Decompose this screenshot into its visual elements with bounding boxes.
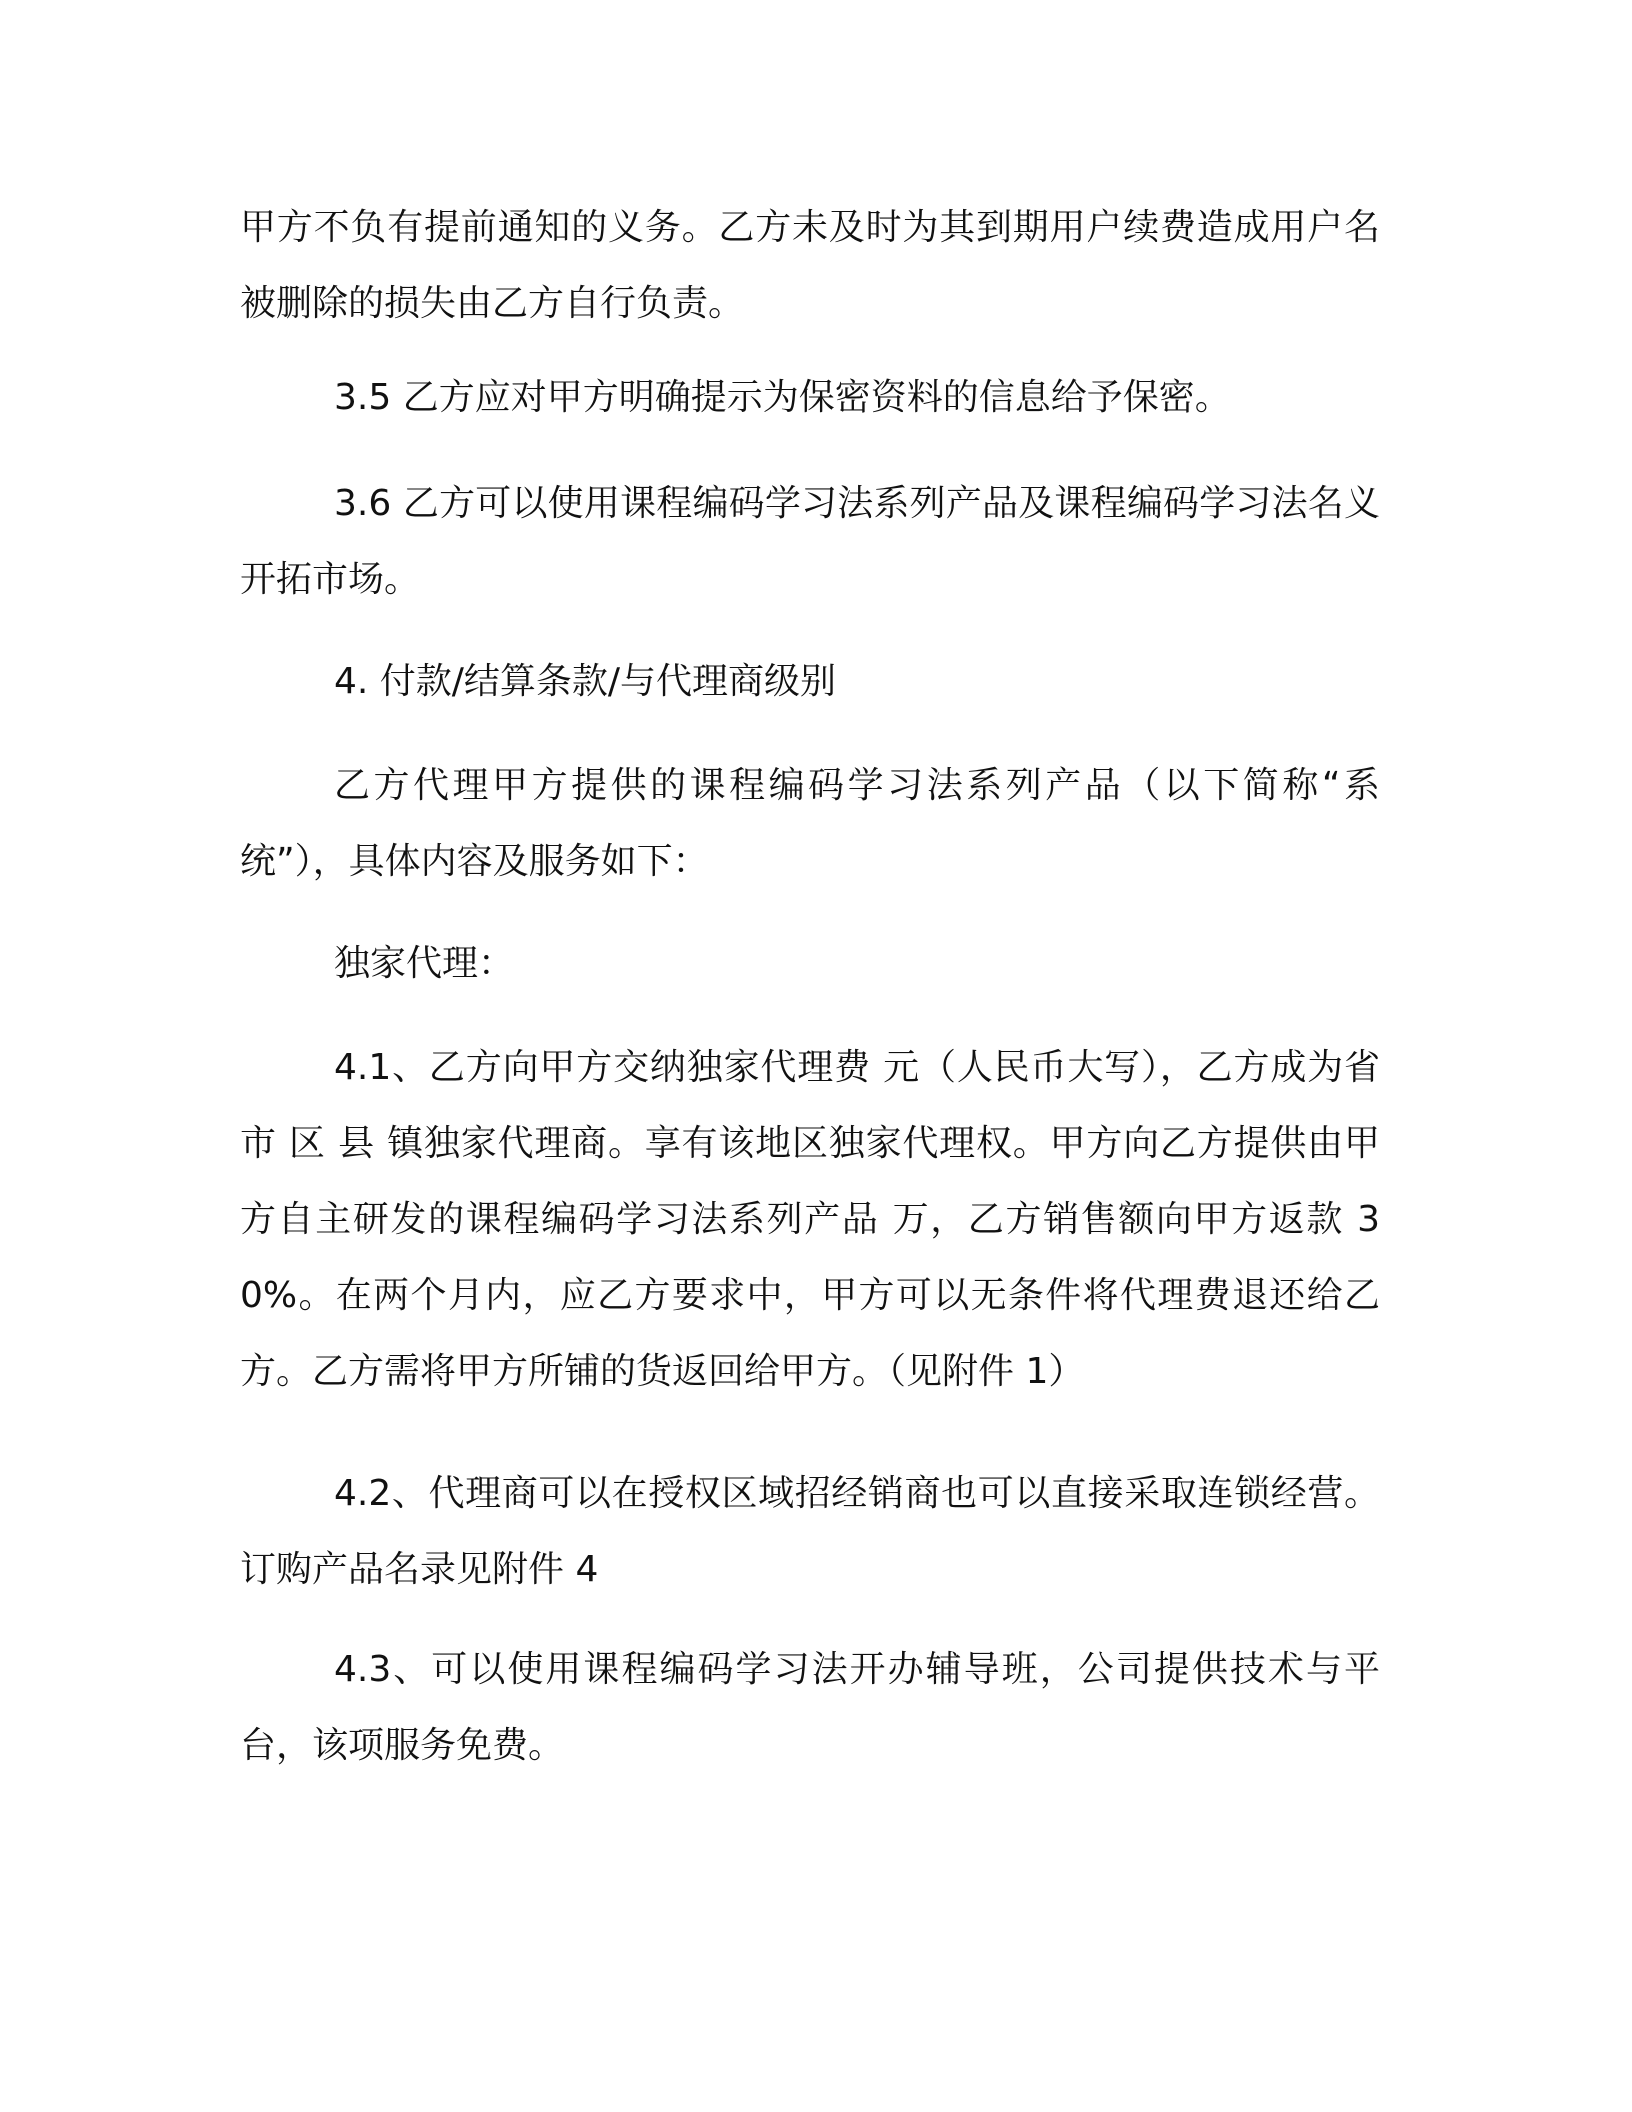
paragraph-4-2: 4.2、代理商可以在授权区域招经销商也可以直接采取连锁经营。订购产品名录见附件 4: [240, 1473, 1380, 1590]
paragraph-4-3: 4.3、可以使用课程编码学习法开办辅导班，公司提供技术与平台，该项服务免费。: [240, 1649, 1380, 1766]
paragraph-3-6: 3.6 乙方可以使用课程编码学习法系列产品及课程编码学习法名义开拓市场。: [240, 483, 1380, 600]
section-heading-4: 4. 付款/结算条款/与代理商级别: [334, 661, 837, 702]
paragraph-user-renewal: 甲方不负有提前通知的义务。乙方未及时为其到期用户续费造成用户名被删除的损失由乙方自行负责。: [240, 207, 1380, 324]
paragraph-4-1: 4.1、乙方向甲方交纳独家代理费 元（人民币大写），乙方成为省 市 区 县 镇独家代理商。享有该地区独家代理权。甲方向乙方提供由甲方自主研发的课程编码学习法系列产品 万，乙方销售额向甲方返款 30%。在两个月内，应乙方要求中，甲方可以无条件将代理费退还给乙方。乙方需将甲方所铺的货返回给甲方。（见附件 1）: [240, 1047, 1380, 1392]
paragraph-agency-intro: 乙方代理甲方提供的课程编码学习法系列产品（以下简称“系统”），具体内容及服务如下：: [240, 765, 1380, 882]
paragraph-3-5: 3.5 乙方应对甲方明确提示为保密资料的信息给予保密。: [334, 377, 1231, 418]
subheading-exclusive-agency: 独家代理：: [334, 943, 515, 984]
